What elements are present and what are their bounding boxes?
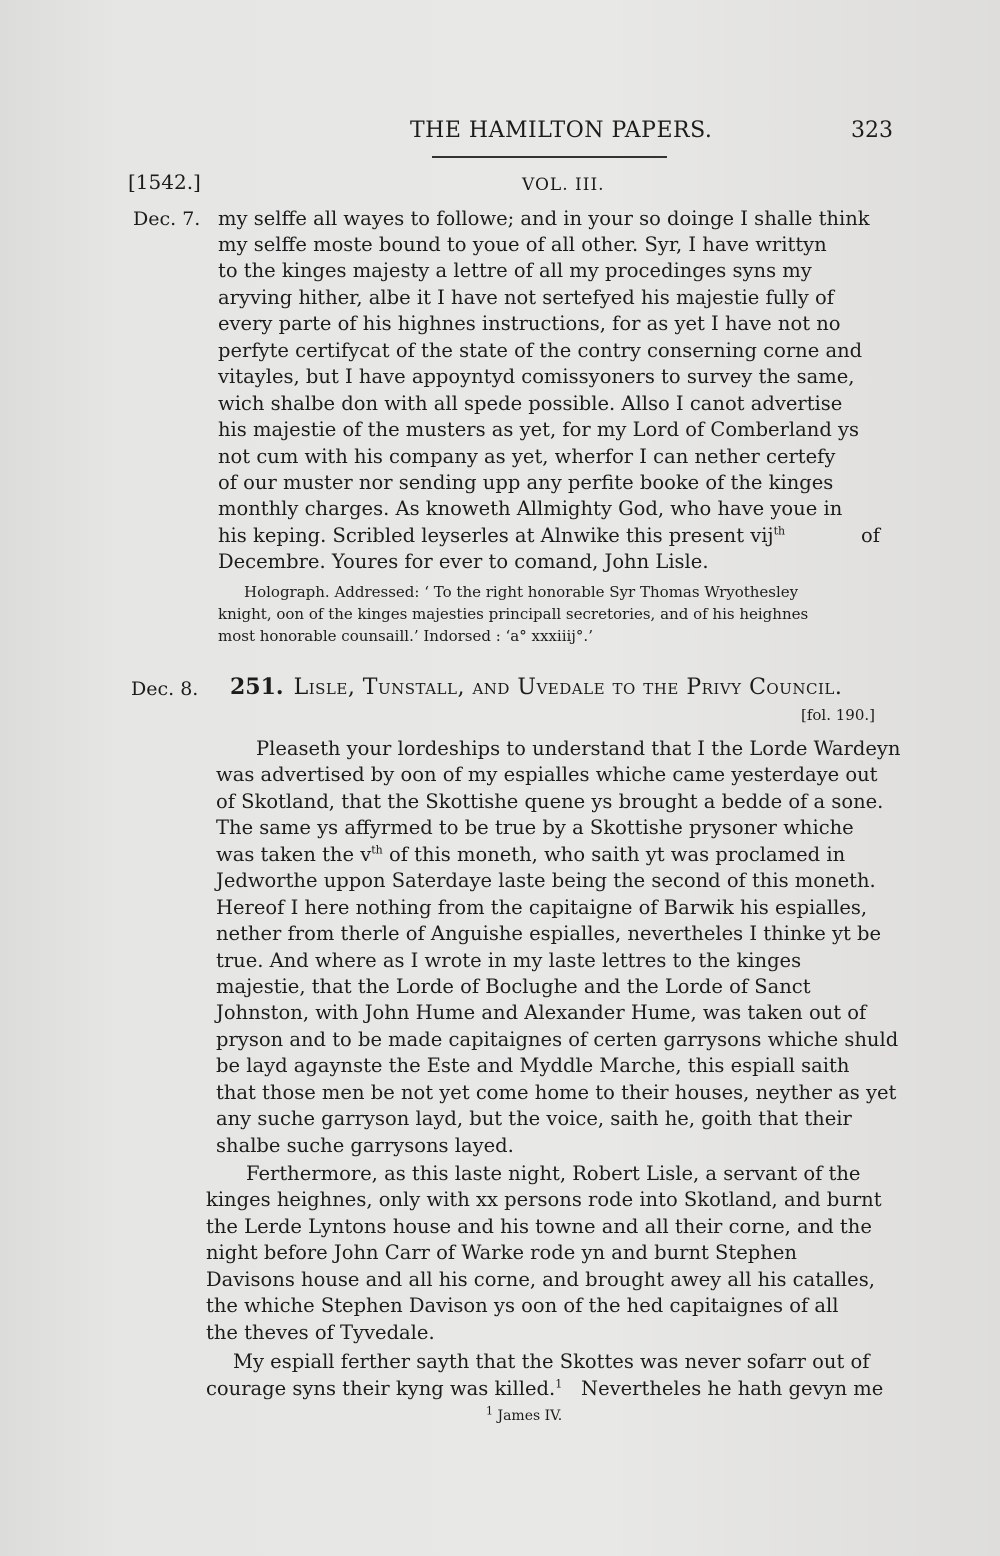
- superscript-th: th: [371, 843, 383, 857]
- text-line: [206, 1376, 562, 1403]
- footnote-text: James IV.: [497, 1408, 563, 1424]
- text-line: was advertised by oon of my espialles whiche came yesterdaye out: [216, 763, 878, 786]
- text-line: pryson and to be made capitaignes of certen garrysons whiche shuld: [216, 1028, 899, 1051]
- date-margin-dec7: Dec. 7.: [133, 208, 201, 230]
- text-segment: Nevertheles he hath gevyn me: [581, 1377, 884, 1400]
- text-line: kinges heighnes, only with xx persons rode into Skotland, and burnt: [206, 1188, 882, 1211]
- text-segment: was taken the v: [216, 843, 372, 866]
- text-segment: of: [861, 524, 880, 547]
- text-line: that those men be not yet come home to their houses, neyther as yet: [216, 1081, 897, 1104]
- text-line: not cum with his company as yet, wherfor I can nether certefy: [218, 445, 836, 468]
- footnote: [486, 1404, 563, 1424]
- text-line: perfyte certifycat of the state of the contry conserning corne and: [218, 339, 863, 362]
- text-line: My espiall ferther sayth that the Skottes was never sofarr out of: [233, 1350, 870, 1373]
- running-title: THE HAMILTON PAPERS.: [410, 118, 713, 143]
- note-line: knight, oon of the kinges majesties principall secretories, and of his heighnes: [218, 605, 809, 623]
- text-line: the Lerde Lyntons house and his towne and all their corne, and the: [206, 1215, 872, 1238]
- text-line: be layd agaynste the Este and Myddle Marche, this espiall saith: [216, 1054, 850, 1077]
- text-line: vitayles, but I have appoyntyd comissyoners to survey the same,: [218, 365, 855, 388]
- text-line: of Skotland, that the Skottishe quene ys brought a bedde of a sone.: [216, 790, 884, 813]
- date-margin-dec8: Dec. 8.: [131, 678, 199, 700]
- footnote-marker: 1: [555, 1377, 563, 1391]
- letter-heading: [230, 674, 842, 700]
- text-line: Pleaseth your lordeships to understand that I the Lorde Wardeyn: [256, 737, 901, 760]
- text-line: monthly charges. As knoweth Allmighty God, who have youe in: [218, 497, 843, 520]
- text-segment: of this moneth, who saith yt was proclamed in: [382, 843, 846, 866]
- text-line: night before John Carr of Warke rode yn and burnt Stephen: [206, 1241, 797, 1264]
- text-line: every parte of his highnes instructions, for as yet I have not no: [218, 312, 841, 335]
- text-line: the theves of Tyvedale.: [206, 1321, 435, 1344]
- text-line: Jedworthe uppon Saterdaye laste being the second of this moneth.: [216, 869, 876, 892]
- text-line: of our muster nor sending upp any perfite booke of the kinges: [218, 471, 834, 494]
- page-number: 323: [851, 118, 893, 143]
- text-line: majestie, that the Lorde of Boclughe and the Lorde of Sanct: [216, 975, 811, 998]
- letter-number: 251.: [230, 674, 284, 700]
- text-line: his majestie of the musters as yet, for my Lord of Comberland ys: [218, 418, 860, 441]
- text-line: Ferthermore, as this laste night, Robert Lisle, a servant of the: [246, 1162, 861, 1185]
- text-line: Davisons house and all his corne, and brought awey all his catalles,: [206, 1268, 875, 1291]
- text-line: Johnston, with John Hume and Alexander Hume, was taken out of: [216, 1001, 867, 1024]
- note-line: Holograph. Addressed: ‘ To the right honorable Syr Thomas Wryothesley: [244, 583, 799, 601]
- text-line: The same ys affyrmed to be true by a Skottishe prysoner whiche: [216, 816, 854, 839]
- text-line: wich shalbe don with all spede possible. Allso I canot advertise: [218, 392, 843, 415]
- text-line: Hereof I here nothing from the capitaigne of Barwik his espialles,: [216, 896, 868, 919]
- text-segment: his keping. Scribled leyserles at Alnwike this present vij: [218, 524, 774, 547]
- text-line: to the kinges majesty a lettre of all my procedinges syns my: [218, 259, 812, 282]
- superscript-th: th: [773, 524, 786, 538]
- text-line: my selffe moste bound to youe of all other. Syr, I have writtyn: [218, 233, 827, 256]
- text-line: shalbe suche garrysons layed.: [216, 1134, 514, 1157]
- letter-title: Lisle, Tunstall, and Uvedale to the Privy Council.: [293, 675, 843, 700]
- text-line: true. And where as I wrote in my laste lettres to the kinges: [216, 949, 802, 972]
- text-line: the whiche Stephen Davison ys oon of the hed capitaignes of all: [206, 1294, 839, 1317]
- text-segment: courage syns their kyng was killed.: [206, 1377, 556, 1400]
- text-line: nether from therle of Anguishe espialles, nevertheles I thinke yt be: [216, 922, 882, 945]
- footnote-marker: 1: [486, 1404, 493, 1418]
- year-marker: [1542.]: [128, 170, 201, 194]
- text-line: any suche garryson layd, but the voice, saith he, goith that their: [216, 1107, 852, 1130]
- text-line: aryving hither, albe it I have not sertefyed his majestie fully of: [218, 286, 834, 309]
- note-line: most honorable counsaill.’ Indorsed : ‘a° xxxiiij°.’: [218, 627, 593, 645]
- text-line: my selffe all wayes to followe; and in your so doinge I shalle think: [218, 207, 870, 230]
- volume-label: VOL. III.: [522, 175, 605, 195]
- folio-reference: [fol. 190.]: [801, 706, 876, 724]
- text-line: Decembre. Youres for ever to comand, John Lisle.: [218, 550, 709, 573]
- title-rule: [432, 156, 667, 158]
- text-line: [218, 523, 785, 550]
- text-line: [216, 842, 845, 869]
